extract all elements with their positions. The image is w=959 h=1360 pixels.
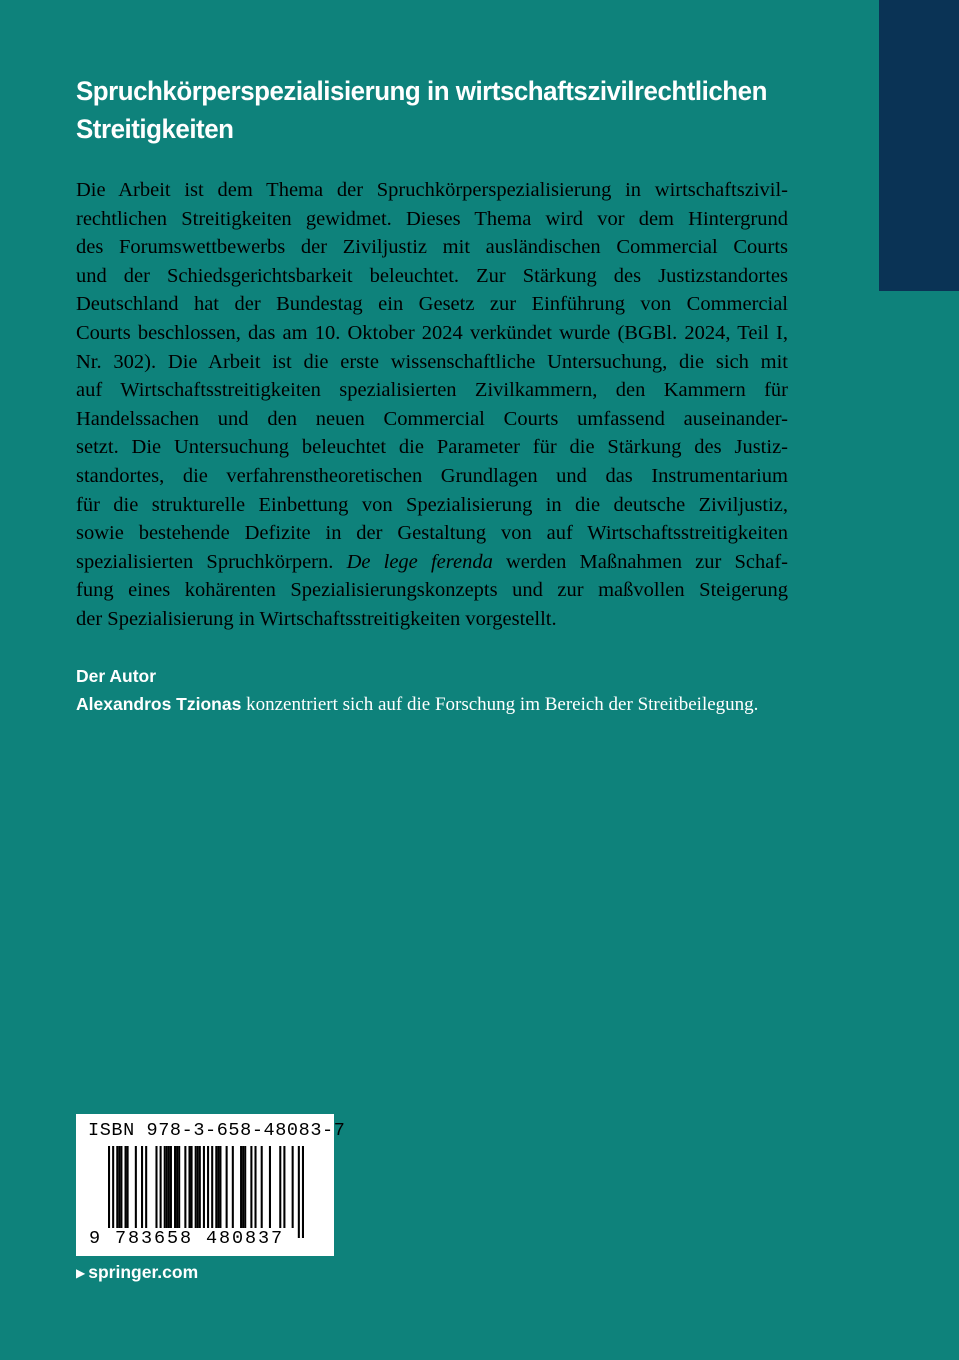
barcode-bar bbox=[118, 1146, 120, 1228]
barcode-bar bbox=[219, 1146, 221, 1228]
barcode-bar bbox=[283, 1146, 285, 1228]
isbn-barcode bbox=[76, 1114, 346, 1256]
barcode-bar bbox=[269, 1146, 271, 1228]
barcode-bar bbox=[120, 1146, 122, 1228]
author-description: konzentriert sich auf die Forschung im Bereich der Streitbeilegung. bbox=[241, 694, 759, 715]
barcode-bar bbox=[170, 1146, 172, 1228]
isbn-label: ISBN 978-3-658-48083-7 bbox=[88, 1120, 346, 1141]
barcode-bar bbox=[164, 1146, 166, 1228]
barcode-bar bbox=[298, 1146, 300, 1238]
barcode-bar bbox=[125, 1146, 127, 1228]
barcode-bar bbox=[207, 1146, 209, 1238]
barcode-bar bbox=[195, 1146, 197, 1228]
book-title bbox=[76, 72, 786, 148]
barcode-bar bbox=[116, 1146, 118, 1228]
author-name: Alexandros Tzionas bbox=[76, 694, 242, 714]
barcode-bar bbox=[292, 1146, 294, 1228]
title-line-1: Spruchkörperspezialisierung in wirtschaftszivilrechtlichen bbox=[76, 76, 767, 106]
ean-digits: 9 783658 480837 bbox=[89, 1228, 285, 1249]
barcode-bar bbox=[166, 1146, 168, 1228]
barcode-bar bbox=[211, 1146, 213, 1228]
abstract-line-final: der Spezialisierung in Wirtschaftsstreitigkeiten vorgestellt. bbox=[76, 607, 557, 630]
abstract-line: des Forumswettbewerbs der Ziviljustiz mit ausländischen Commercial Courts bbox=[76, 236, 788, 259]
barcode-bar bbox=[135, 1146, 137, 1228]
abstract-line: Deutschland hat der Bundestag ein Gesetz zur Einführung von Commercial bbox=[76, 293, 788, 316]
abstract-line: fung eines kohärenten Spezialisierungskonzepts und zur maßvollen Steigerung bbox=[76, 579, 788, 602]
abstract-text-segment: werden Maßnahmen zur Schaf- bbox=[492, 550, 788, 573]
barcode-bar bbox=[199, 1146, 201, 1228]
barcode-bar bbox=[232, 1146, 234, 1228]
abstract-text-segment: spezialisierten Spruchkörpern. bbox=[76, 550, 347, 573]
barcode-bar bbox=[108, 1146, 110, 1238]
latin-phrase: De lege ferenda bbox=[346, 550, 493, 573]
barcode-bar bbox=[261, 1146, 263, 1228]
barcode-bar bbox=[184, 1146, 186, 1228]
title-line-2: Streitigkeiten bbox=[76, 114, 234, 144]
barcode-bars bbox=[108, 1146, 304, 1238]
barcode-bar bbox=[197, 1146, 199, 1228]
barcode-bar bbox=[215, 1146, 217, 1228]
corner-color-block bbox=[879, 0, 959, 291]
abstract-line-14 bbox=[76, 548, 788, 577]
barcode-bar bbox=[226, 1146, 228, 1228]
abstract-line: Die Arbeit ist dem Thema der Spruchkörperspezialisierung in wirtschaftszivil- bbox=[76, 179, 788, 201]
springer-link[interactable] bbox=[76, 1262, 198, 1283]
barcode-bar bbox=[155, 1146, 157, 1228]
barcode-bar bbox=[254, 1146, 256, 1228]
barcode-bar bbox=[188, 1146, 190, 1228]
barcode-bar bbox=[242, 1146, 244, 1228]
abstract-line: rechtlichen Streitigkeiten gewidmet. Dieses Thema wird vor dem Hintergrund bbox=[76, 207, 788, 230]
barcode-bar bbox=[127, 1146, 129, 1228]
barcode-bar bbox=[217, 1146, 219, 1228]
barcode-bar bbox=[279, 1146, 281, 1228]
barcode-bar bbox=[112, 1146, 114, 1238]
abstract-text bbox=[76, 176, 788, 634]
abstract-line: und der Schiedsgerichtsbarkeit beleuchtet. Zur Stärkung des Justizstandortes bbox=[76, 264, 788, 287]
barcode-bar bbox=[250, 1146, 252, 1228]
abstract-line: setzt. Die Untersuchung beleuchtet die Parameter für die Stärkung des Justiz- bbox=[76, 436, 788, 459]
barcode-bar bbox=[191, 1146, 193, 1228]
barcode-bar bbox=[240, 1146, 242, 1228]
barcode-bar bbox=[176, 1146, 178, 1228]
barcode-bar bbox=[203, 1146, 205, 1238]
abstract-line: sowie bestehende Defizite in der Gestaltung von auf Wirtschaftsstreitigkeiten bbox=[76, 522, 788, 545]
springer-link-label: springer.com bbox=[88, 1262, 199, 1282]
abstract-line: standortes, die verfahrenstheoretischen Grundlagen und das Instrumentarium bbox=[76, 464, 788, 487]
barcode-bar bbox=[141, 1146, 143, 1228]
barcode-bar bbox=[174, 1146, 176, 1228]
author-bio bbox=[76, 692, 836, 717]
barcode-bar bbox=[178, 1146, 180, 1228]
abstract-line: für die strukturelle Einbettung von Spezialisierung in die deutsche Ziviljustiz, bbox=[76, 493, 788, 516]
abstract-line: Courts beschlossen, das am 10. Oktober 2024 verkündet wurde (BGBl. 2024, Teil I, bbox=[76, 321, 788, 344]
abstract-line: Handelssachen und den neuen Commercial Courts umfassend auseinander- bbox=[76, 407, 788, 430]
barcode-bar bbox=[145, 1146, 147, 1228]
barcode-bar bbox=[244, 1146, 246, 1228]
barcode-bar bbox=[302, 1146, 304, 1238]
abstract-line: auf Wirtschaftsstreitigkeiten spezialisierten Zivilkammern, den Kammern für bbox=[76, 379, 788, 402]
arrow-right-icon: ▶ bbox=[76, 1265, 86, 1280]
abstract-line: Nr. 302). Die Arbeit ist die erste wissenschaftliche Untersuchung, die sich mit bbox=[76, 350, 788, 373]
barcode-bar bbox=[160, 1146, 162, 1228]
author-heading: Der Autor bbox=[76, 666, 157, 686]
barcode-bar bbox=[168, 1146, 170, 1228]
